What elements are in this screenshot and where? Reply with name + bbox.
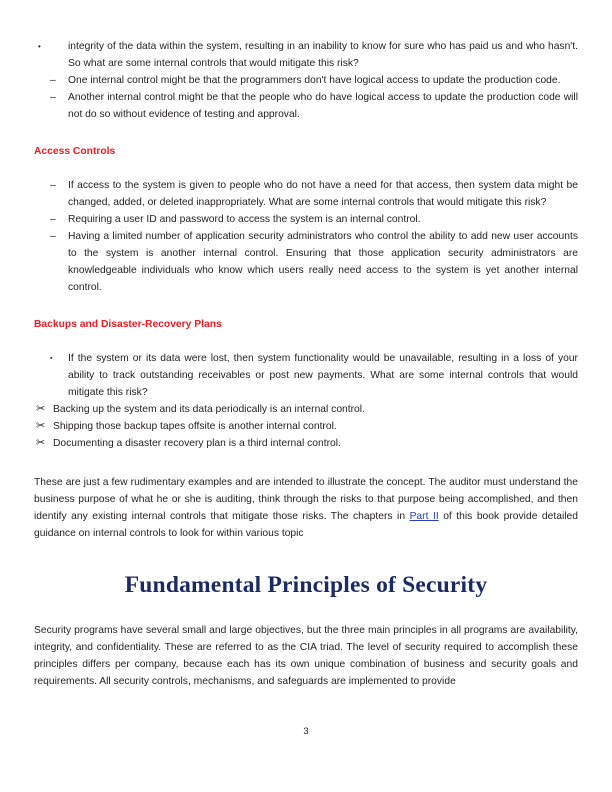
summary-paragraph bbox=[34, 474, 578, 542]
bullet-scissors-icon: ✂ bbox=[36, 420, 46, 432]
page-content bbox=[34, 0, 578, 690]
spacer bbox=[34, 159, 578, 177]
top-spacer bbox=[34, 0, 578, 38]
bullet-scissors-icon: ✂ bbox=[36, 437, 46, 449]
section-heading-access-controls: Access Controls bbox=[34, 146, 116, 157]
page-number: 3 bbox=[303, 726, 309, 737]
list-item bbox=[34, 89, 578, 123]
section-heading-backups: Backups and Disaster-Recovery Plans bbox=[34, 319, 222, 330]
list-item-text: Shipping those backup tapes offsite is another internal control. bbox=[53, 421, 337, 432]
summary-text-part1: These are just a few rudimentary examples and are intended to illustrate the concept. The auditor must understand the business purpose of what he or she is auditing, think through the risks to that purpose being accomplished, and then identify any existing internal controls that mitigate those risks. The chapters in bbox=[34, 477, 578, 522]
list-item-text: Requiring a user ID and password to access the system is an internal control. bbox=[68, 214, 421, 225]
list-item bbox=[34, 177, 578, 211]
bullet-dash-icon: – bbox=[50, 231, 56, 242]
spacer bbox=[34, 600, 578, 622]
bullet-dash-icon: – bbox=[50, 180, 56, 191]
list-item-text: If access to the system is given to people who do not have a need for that access, then system data might be changed, added, or deleted inappropriately. What are some internal controls that would mitigate this risk? bbox=[68, 180, 578, 208]
list-item bbox=[34, 401, 578, 418]
list-item-text: Backing up the system and its data periodically is an internal control. bbox=[53, 404, 365, 415]
security-paragraph: Security programs have several small and large objectives, but the three main principles in all programs are availability, integrity, and confidentiality. These are referred to as the CIA triad. The level of security required to accomplish these principles differs per company, because each has its own unique combination of business and security goals and requirements. All security controls, mechanisms, and safeguards are implemented to provide bbox=[34, 625, 578, 687]
list-item bbox=[34, 350, 578, 401]
chapter-title: Fundamental Principles of Security bbox=[124, 572, 488, 598]
bullet-square-icon: ▪ bbox=[50, 355, 53, 362]
list-item-text: Documenting a disaster recovery plan is a third internal control. bbox=[53, 438, 341, 449]
spacer bbox=[34, 332, 578, 350]
list-item bbox=[34, 435, 578, 452]
summary-text-part2: of this book provide detailed guidance on internal controls to look for within various topic bbox=[34, 511, 579, 539]
list-item-text: Another internal control might be that the people who do have logical access to update the production code will not do so without evidence of testing and approval. bbox=[68, 92, 578, 120]
list-item-text: If the system or its data were lost, then system functionality would be unavailable, resulting in a loss of your ability to track outstanding receivables or post new payments. What are some internal controls that would mitigate this risk? bbox=[68, 353, 578, 398]
list-item bbox=[34, 418, 578, 435]
list-item-text: integrity of the data within the system, resulting in an inability to know for sure who has paid us and who hasn't. So what are some internal controls that would mitigate this risk? bbox=[68, 41, 578, 69]
bullet-dash-icon: – bbox=[50, 75, 56, 86]
list-item bbox=[34, 228, 578, 296]
part-ii-link[interactable]: Part II bbox=[409, 511, 439, 522]
list-item bbox=[34, 38, 578, 72]
spacer bbox=[34, 296, 578, 318]
spacer bbox=[34, 123, 578, 145]
bullet-dash-icon: – bbox=[50, 214, 56, 225]
bullet-dash-icon: – bbox=[50, 92, 56, 103]
bullet-dot-icon: • bbox=[38, 42, 41, 51]
list-item-text: One internal control might be that the programmers don't have logical access to update the production code. bbox=[68, 75, 561, 86]
list-item bbox=[34, 72, 578, 89]
spacer bbox=[34, 452, 578, 474]
spacer bbox=[34, 542, 578, 570]
bullet-scissors-icon: ✂ bbox=[36, 403, 46, 415]
list-item-text: Having a limited number of application security administrators who control the ability to add new user accounts to the system is another internal control. Ensuring that those application security administrators are knowledgeable individuals who know which users really need access to the system is yet another internal control. bbox=[68, 231, 578, 293]
list-item bbox=[34, 211, 578, 228]
